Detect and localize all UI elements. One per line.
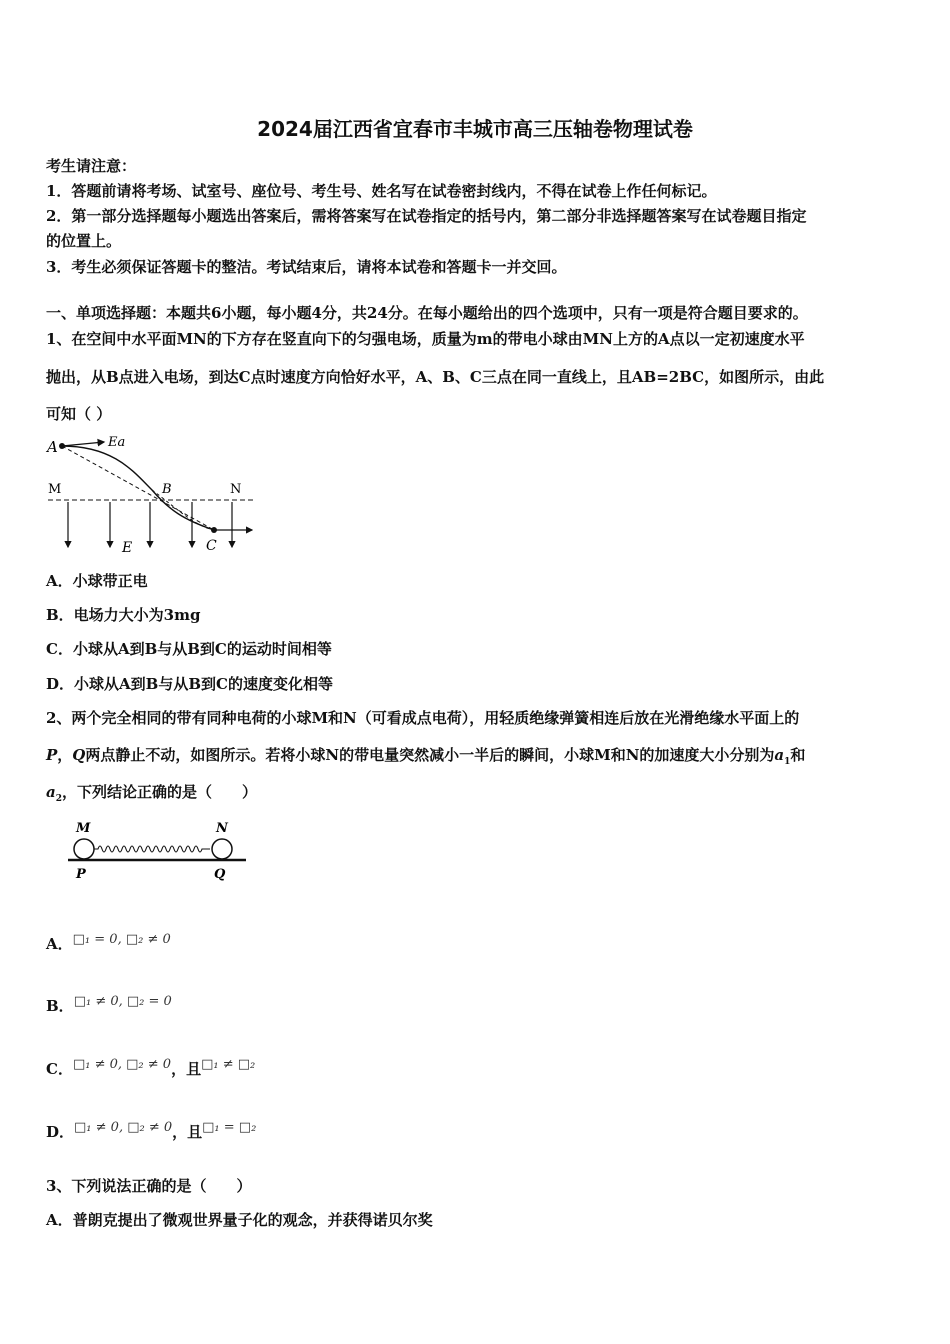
question-2-text: 2、两个完全相同的带有同种电荷的小球M和N（可看成点电荷），用轻质绝缘弹簧相连后放在光滑绝缘水平面上的 bbox=[46, 709, 800, 727]
question-2-option-d[interactable]: D．□₁ ≠ 0, □₂ ≠ 0，且□₁ = □₂ bbox=[46, 1120, 257, 1141]
notice-item: 2．第一部分选择题每小题选出答案后，需将答案写在试卷指定的括号内，第二部分非选择题答案写在试卷题目指定 bbox=[46, 207, 807, 225]
ball-n bbox=[212, 839, 232, 859]
question-1-text: 1、在空间中水平面MN的下方存在竖直向下的匀强电场，质量为m的带电小球由MN上方的A点以一定初速度水平 bbox=[46, 330, 805, 348]
notice-item: 1．答题前请将考场、试室号、座位号、考生号、姓名写在试卷密封线内，不得在试卷上作任何标记。 bbox=[46, 182, 717, 200]
label-e: E bbox=[122, 540, 133, 556]
ball-m bbox=[74, 839, 94, 859]
label-p: P bbox=[76, 867, 86, 882]
question-2-text: P，Q两点静止不动，如图所示。若将小球N的带电量突然减小一半后的瞬间，小球M和N的加速度大小分别为$a_1$和 bbox=[46, 746, 806, 767]
notice-heading: 考生请注意： bbox=[46, 157, 137, 175]
velocity-label: Ea bbox=[108, 435, 126, 450]
label-m: M bbox=[76, 821, 91, 836]
question-1-option[interactable]: A．小球带正电 bbox=[46, 572, 148, 590]
page-title: 2024届江西省宜春市丰城市高三压轴卷物理试卷 bbox=[257, 117, 693, 141]
question-3-text: 3、下列说法正确的是（ ） bbox=[46, 1177, 252, 1195]
question-1-option[interactable]: D．小球从A到B与从B到C的速度变化相等 bbox=[46, 675, 333, 693]
question-2-option-a[interactable]: A．□₁ = 0, □₂ ≠ 0 bbox=[46, 932, 171, 953]
question-1-text: 抛出，从B点进入电场，到达C点时速度方向恰好水平，A、B、C三点在同一直线上，且AB=2BC，如图所示，由此 bbox=[46, 368, 825, 386]
velocity-arrow bbox=[62, 442, 104, 446]
spring bbox=[94, 846, 210, 852]
label-q: Q bbox=[214, 867, 226, 882]
question-3-option[interactable]: A．普朗克提出了微观世界量子化的观念，并获得诺贝尔奖 bbox=[46, 1211, 433, 1229]
label-m: M bbox=[48, 482, 62, 497]
label-n: N bbox=[230, 482, 242, 497]
notice-item: 的位置上。 bbox=[46, 232, 122, 250]
straight-line-abc bbox=[62, 446, 214, 530]
question-2-text: $a_2$，下列结论正确的是（ ） bbox=[46, 783, 258, 804]
question-1-figure bbox=[44, 432, 259, 557]
question-2-figure bbox=[56, 820, 251, 882]
label-b: B bbox=[162, 482, 172, 497]
label-c: C bbox=[206, 538, 217, 554]
question-1-option[interactable]: B．电场力大小为3mg bbox=[46, 606, 201, 624]
notice-item: 3．考生必须保证答题卡的整洁。考试结束后，请将本试卷和答题卡一并交回。 bbox=[46, 258, 567, 276]
question-1-option[interactable]: C．小球从A到B与从B到C的运动时间相等 bbox=[46, 640, 332, 658]
question-2-option-c[interactable]: C．□₁ ≠ 0, □₂ ≠ 0，且□₁ ≠ □₂ bbox=[46, 1057, 256, 1078]
point-q: Q bbox=[72, 746, 86, 764]
label-n: N bbox=[216, 821, 228, 836]
section-heading: 一、单项选择题：本题共6小题，每小题4分，共24分。在每小题给出的四个选项中，只有一项是符合题目要求的。 bbox=[46, 304, 808, 322]
question-2-option-b[interactable]: B．□₁ ≠ 0, □₂ = 0 bbox=[46, 994, 172, 1015]
point-p: P bbox=[46, 746, 58, 764]
question-1-text: 可知（ ） bbox=[46, 405, 112, 423]
point-a-label: A bbox=[47, 438, 58, 456]
